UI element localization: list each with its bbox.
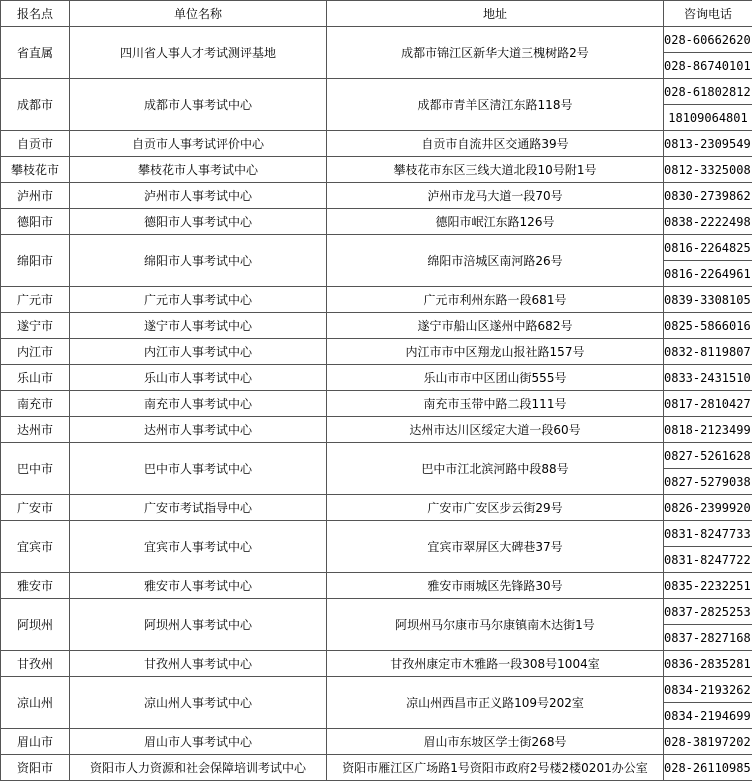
phone-cell: 0831-8247733 [664, 521, 752, 547]
site-cell: 泸州市 [1, 183, 70, 209]
address-cell: 雅安市雨城区先锋路30号 [327, 573, 664, 599]
site-cell: 资阳市 [1, 755, 70, 781]
site-cell: 广元市 [1, 287, 70, 313]
phone-cell: 0816-2264825 [664, 235, 752, 261]
table-row [1, 131, 752, 157]
table-row [1, 287, 752, 313]
unit-cell: 南充市人事考试中心 [70, 391, 327, 417]
site-cell: 甘孜州 [1, 651, 70, 677]
header-site: 报名点 [1, 1, 70, 27]
table-row [1, 365, 752, 391]
table-row [1, 443, 752, 469]
phone-cell: 028-60662620 [664, 27, 752, 53]
phone-cell: 0839-3308105 [664, 287, 752, 313]
header-phone: 咨询电话 [664, 1, 752, 27]
table-row [1, 729, 752, 755]
table-row [1, 573, 752, 599]
address-cell: 达州市达川区绥定大道一段60号 [327, 417, 664, 443]
table-row [1, 391, 752, 417]
phone-cell: 0825-5866016 [664, 313, 752, 339]
unit-cell: 广元市人事考试中心 [70, 287, 327, 313]
table-row [1, 27, 752, 53]
site-cell: 攀枝花市 [1, 157, 70, 183]
site-cell: 眉山市 [1, 729, 70, 755]
site-cell: 南充市 [1, 391, 70, 417]
site-cell: 宜宾市 [1, 521, 70, 573]
phone-cell: 0833-2431510 [664, 365, 752, 391]
site-cell: 乐山市 [1, 365, 70, 391]
phone-cell: 028-86740101 [664, 53, 752, 79]
phone-cell: 0817-2810427 [664, 391, 752, 417]
unit-cell: 遂宁市人事考试中心 [70, 313, 327, 339]
site-cell: 巴中市 [1, 443, 70, 495]
address-cell: 乐山市市中区团山街555号 [327, 365, 664, 391]
unit-cell: 雅安市人事考试中心 [70, 573, 327, 599]
phone-cell: 0834-2193262 [664, 677, 752, 703]
address-cell: 成都市青羊区清江东路118号 [327, 79, 664, 131]
site-cell: 达州市 [1, 417, 70, 443]
phone-cell: 0837-2825253 [664, 599, 752, 625]
phone-cell: 0813-2309549 [664, 131, 752, 157]
unit-cell: 攀枝花市人事考试中心 [70, 157, 327, 183]
address-cell: 眉山市东坡区学士街268号 [327, 729, 664, 755]
site-cell: 德阳市 [1, 209, 70, 235]
table-row [1, 339, 752, 365]
phone-cell: 0826-2399920 [664, 495, 752, 521]
phone-cell: 0812-3325008 [664, 157, 752, 183]
phone-cell: 0834-2194699 [664, 703, 752, 729]
phone-cell: 0827-5261628 [664, 443, 752, 469]
unit-cell: 资阳市人力资源和社会保障培训考试中心 [70, 755, 327, 781]
table-row [1, 495, 752, 521]
phone-cell: 028-26110985 [664, 755, 752, 781]
table-row [1, 677, 752, 703]
address-cell: 广安市广安区步云街29号 [327, 495, 664, 521]
unit-cell: 绵阳市人事考试中心 [70, 235, 327, 287]
phone-cell: 0816-2264961 [664, 261, 752, 287]
table-row [1, 417, 752, 443]
address-cell: 自贡市自流井区交通路39号 [327, 131, 664, 157]
header-unit: 单位名称 [70, 1, 327, 27]
address-cell: 广元市利州东路一段681号 [327, 287, 664, 313]
table-row [1, 755, 752, 781]
address-cell: 阿坝州马尔康市马尔康镇南木达街1号 [327, 599, 664, 651]
unit-cell: 自贡市人事考试评价中心 [70, 131, 327, 157]
site-cell: 内江市 [1, 339, 70, 365]
site-cell: 成都市 [1, 79, 70, 131]
site-cell: 自贡市 [1, 131, 70, 157]
unit-cell: 乐山市人事考试中心 [70, 365, 327, 391]
phone-cell: 18109064801 [664, 105, 752, 131]
table-row [1, 651, 752, 677]
unit-cell: 甘孜州人事考试中心 [70, 651, 327, 677]
unit-cell: 泸州市人事考试中心 [70, 183, 327, 209]
header-address: 地址 [327, 1, 664, 27]
phone-cell: 0832-8119807 [664, 339, 752, 365]
phone-cell: 0837-2827168 [664, 625, 752, 651]
unit-cell: 德阳市人事考试中心 [70, 209, 327, 235]
unit-cell: 广安市考试指导中心 [70, 495, 327, 521]
address-cell: 遂宁市船山区遂州中路682号 [327, 313, 664, 339]
unit-cell: 巴中市人事考试中心 [70, 443, 327, 495]
unit-cell: 四川省人事人才考试测评基地 [70, 27, 327, 79]
phone-cell: 0818-2123499 [664, 417, 752, 443]
table-row [1, 599, 752, 625]
unit-cell: 阿坝州人事考试中心 [70, 599, 327, 651]
unit-cell: 宜宾市人事考试中心 [70, 521, 327, 573]
site-cell: 省直属 [1, 27, 70, 79]
site-cell: 凉山州 [1, 677, 70, 729]
address-cell: 资阳市雁江区广场路1号资阳市政府2号楼2楼0201办公室 [327, 755, 664, 781]
phone-cell: 028-61802812 [664, 79, 752, 105]
site-cell: 遂宁市 [1, 313, 70, 339]
site-cell: 阿坝州 [1, 599, 70, 651]
unit-cell: 内江市人事考试中心 [70, 339, 327, 365]
site-cell: 绵阳市 [1, 235, 70, 287]
table-row [1, 235, 752, 261]
site-cell: 广安市 [1, 495, 70, 521]
table-body [1, 1, 752, 781]
phone-cell: 0830-2739862 [664, 183, 752, 209]
phone-cell: 0836-2835281 [664, 651, 752, 677]
address-cell: 成都市锦江区新华大道三槐树路2号 [327, 27, 664, 79]
table-row [1, 79, 752, 105]
table-row [1, 183, 752, 209]
table-header-row [1, 1, 752, 27]
address-cell: 甘孜州康定市木雅路一段308号1004室 [327, 651, 664, 677]
address-cell: 泸州市龙马大道一段70号 [327, 183, 664, 209]
table-row [1, 157, 752, 183]
phone-cell: 0838-2222498 [664, 209, 752, 235]
phone-cell: 028-38197202 [664, 729, 752, 755]
address-cell: 宜宾市翠屏区大碑巷37号 [327, 521, 664, 573]
phone-cell: 0831-8247722 [664, 547, 752, 573]
address-cell: 南充市玉带中路二段111号 [327, 391, 664, 417]
table-row [1, 521, 752, 547]
address-cell: 攀枝花市东区三线大道北段10号附1号 [327, 157, 664, 183]
address-cell: 内江市市中区翔龙山报社路157号 [327, 339, 664, 365]
unit-cell: 成都市人事考试中心 [70, 79, 327, 131]
unit-cell: 眉山市人事考试中心 [70, 729, 327, 755]
address-cell: 凉山州西昌市正义路109号202室 [327, 677, 664, 729]
address-cell: 德阳市岷江东路126号 [327, 209, 664, 235]
address-cell: 巴中市江北滨河路中段88号 [327, 443, 664, 495]
address-cell: 绵阳市涪城区南河路26号 [327, 235, 664, 287]
unit-cell: 凉山州人事考试中心 [70, 677, 327, 729]
table-row [1, 209, 752, 235]
site-cell: 雅安市 [1, 573, 70, 599]
table-row [1, 313, 752, 339]
phone-cell: 0827-5279038 [664, 469, 752, 495]
phone-cell: 0835-2232251 [664, 573, 752, 599]
unit-cell: 达州市人事考试中心 [70, 417, 327, 443]
